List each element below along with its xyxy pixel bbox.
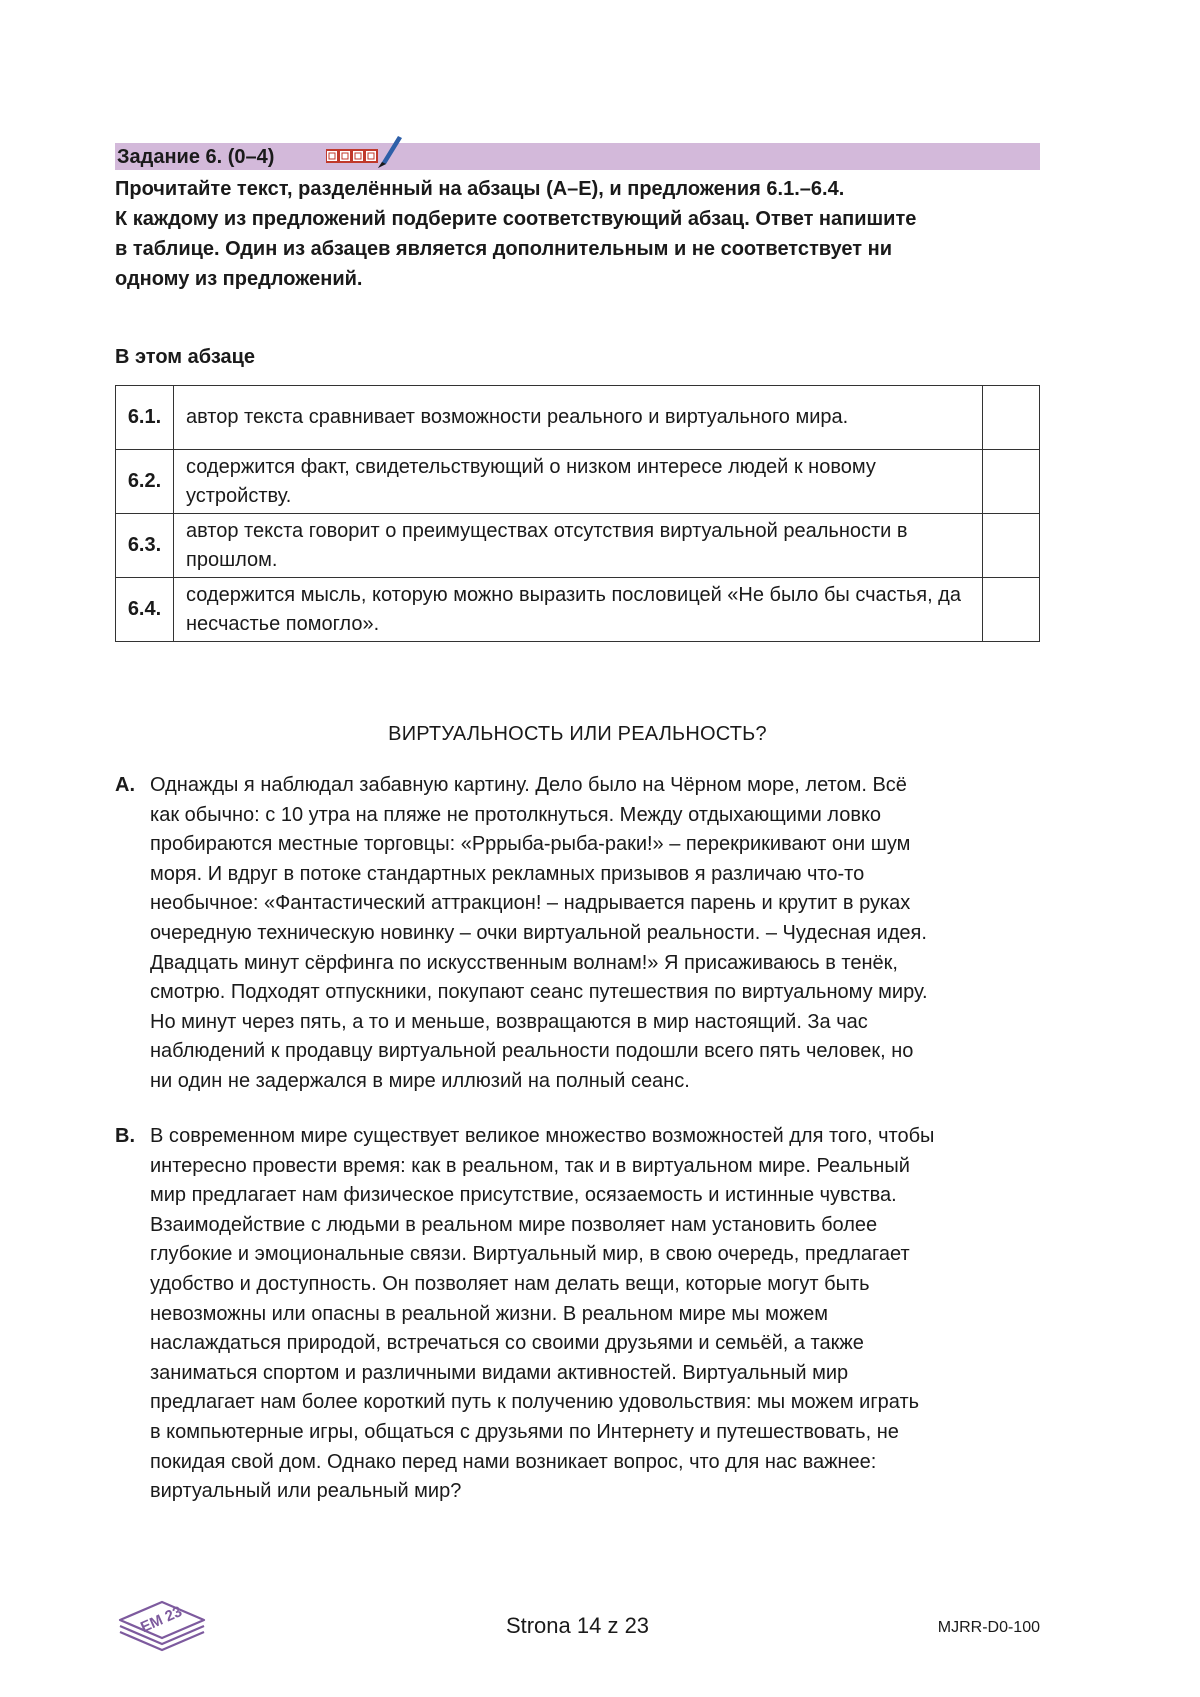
- svg-text:EM 23: EM 23: [138, 1603, 185, 1637]
- question-number: 6.2.: [116, 450, 174, 514]
- text-line: моря. И вдруг в потоке стандартных рекламных призывов я различаю что-то: [150, 862, 865, 885]
- story-title: ВИРТУАЛЬНОСТЬ ИЛИ РЕАЛЬНОСТЬ?: [388, 723, 767, 745]
- text-line: Двадцать минут сёрфинга по искусственным волнам!» Я присаживаюсь в тенёк,: [150, 951, 898, 974]
- paragraph-text: [150, 1122, 1050, 1507]
- question-number: 6.4.: [116, 578, 174, 642]
- instruction-line: одному из предложений.: [115, 268, 363, 290]
- paragraph-letter: A.: [115, 774, 135, 796]
- instruction-line: в таблице. Один из абзацев является дополнительным и не соответствует ни: [115, 238, 893, 260]
- table-row: [116, 386, 1040, 450]
- question-number: 6.1.: [116, 386, 174, 450]
- text-line: наслаждаться природой, встречаться со своими друзьями и семьёй, а также: [150, 1332, 864, 1355]
- text-line: Взаимодействие с людьми в реальном мире позволяет нам установить более: [150, 1213, 878, 1236]
- text-line: удобство и доступность. Он позволяет нам делать вещи, которые могут быть: [150, 1272, 870, 1295]
- paragraph-text: [150, 771, 1050, 1097]
- page-number: Strona 14 z 23: [505, 1613, 650, 1638]
- answer-boxes-pen-icon: [326, 132, 406, 172]
- question-number: 6.3.: [116, 514, 174, 578]
- text-line: ни один не задержался в мире иллюзий на полный сеанс.: [150, 1069, 690, 1092]
- paragraph-letter: B.: [115, 1125, 135, 1147]
- answer-cell[interactable]: [983, 450, 1040, 514]
- question-text: автор текста сравнивает возможности реального и виртуального мира.: [174, 386, 983, 450]
- table-row: [116, 450, 1040, 514]
- text-line: очередную техническую новинку – очки виртуальной реальности. – Чудесная идея.: [150, 921, 927, 944]
- text-line: пробираются местные торговцы: «Рррыба-рыба-раки!» – перекрикивают они шум: [150, 833, 911, 856]
- question-text: содержится факт, свидетельствующий о низком интересе людей к новому устройству.: [174, 450, 983, 514]
- text-line: невозможны или опасны в реальной жизни. В реальном мире мы можем: [150, 1302, 828, 1325]
- answer-table: [115, 385, 1040, 642]
- question-text: содержится мысль, которую можно выразить пословицей «Не было бы счастья, да несчастье помогло».: [174, 578, 983, 642]
- answer-cell[interactable]: [983, 514, 1040, 578]
- text-line: виртуальный или реальный мир?: [150, 1480, 462, 1503]
- question-text: автор текста говорит о преимуществах отсутствия виртуальной реальности в прошлом.: [174, 514, 983, 578]
- instruction-line: Прочитайте текст, разделённый на абзацы (A–E), и предложения 6.1.–6.4.: [115, 178, 845, 200]
- text-line: покидая свой дом. Однако перед нами возникает вопрос, что для нас важнее:: [150, 1450, 877, 1473]
- text-line: смотрю. Подходят отпускники, покупают сеанс путешествия по виртуальному миру.: [150, 981, 928, 1004]
- answer-cell[interactable]: [983, 386, 1040, 450]
- instruction-line: К каждому из предложений подберите соответствующий абзац. Ответ напишите: [115, 208, 917, 230]
- task-instruction: [115, 174, 1045, 294]
- table-row: [116, 514, 1040, 578]
- document-code: MJRR-D0-100: [937, 1619, 1040, 1636]
- text-line: В современном мире существует великое множество возможностей для того, чтобы: [150, 1125, 935, 1147]
- text-line: интересно провести время: как в реальном, так и в виртуальном мире. Реальный: [150, 1154, 910, 1177]
- task-title: Задание 6. (0–4): [117, 146, 275, 168]
- paragraph-b: [115, 1122, 1050, 1507]
- text-line: предлагает нам более короткий путь к получению удовольствия: мы можем играть: [150, 1391, 920, 1414]
- text-line: мир предлагает нам физическое присутствие, осязаемость и истинные чувства.: [150, 1184, 897, 1207]
- paragraph-a: [115, 771, 1050, 1097]
- text-line: Но минут через пять, а то и меньше, возвращаются в мир настоящий. За час: [150, 1010, 868, 1033]
- text-line: как обычно: с 10 утра на пляже не протолкнуться. Между отдыхающими ловко: [150, 803, 882, 826]
- table-row: [116, 578, 1040, 642]
- table-caption: В этом абзаце: [115, 346, 256, 368]
- text-line: Однажды я наблюдал забавную картину. Дело было на Чёрном море, летом. Всё: [150, 774, 907, 796]
- text-line: в компьютерные игры, общаться с друзьями по Интернету и путешествовать, не: [150, 1420, 899, 1443]
- text-line: необычное: «Фантастический аттракцион! – надрывается парень и крутит в руках: [150, 892, 911, 915]
- text-line: наблюдений к продавцу виртуальной реальности подошли всего пять человек, но: [150, 1040, 914, 1063]
- text-line: глубокие и эмоциональные связи. Виртуальный мир, в свою очередь, предлагает: [150, 1243, 910, 1266]
- answer-cell[interactable]: [983, 578, 1040, 642]
- text-line: заниматься спортом и различными видами активностей. Виртуальный мир: [150, 1361, 849, 1384]
